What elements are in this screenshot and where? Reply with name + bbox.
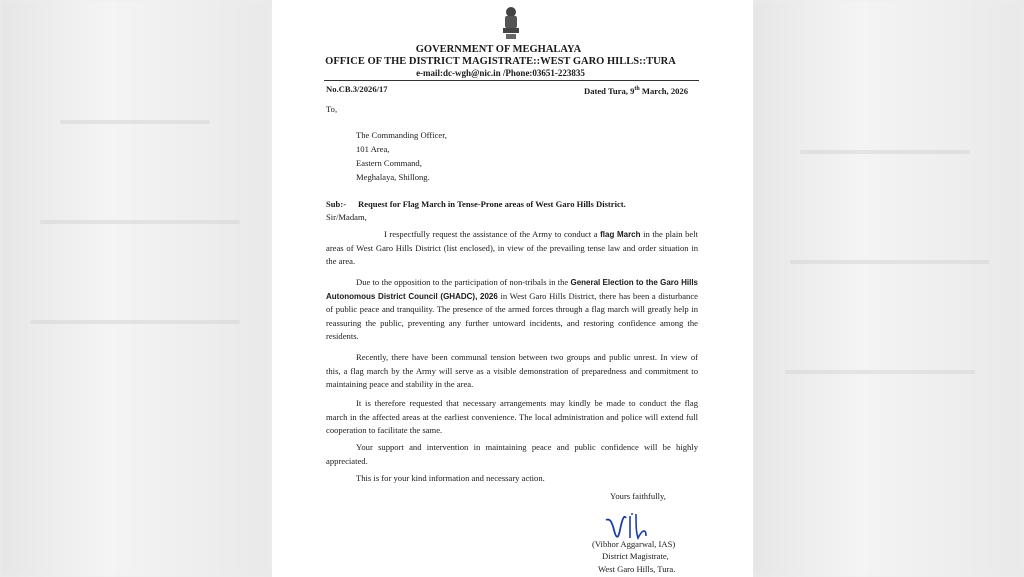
- header-office: OFFICE OF THE DISTRICT MAGISTRATE::WEST GARO HILLS::TURA: [325, 56, 676, 67]
- addressee-line: Eastern Command,: [356, 158, 422, 168]
- backdrop-line: [40, 220, 240, 224]
- subject-label: Sub:-: [326, 199, 347, 209]
- header-government: GOVERNMENT OF MEGHALAYA: [415, 44, 582, 55]
- body-paragraph-1: I respectfully request the assistance of the Army to conduct a flag March in the plain belt areas of West Garo Hills District (list enclosed), in view of the prevailing tense law and order situation in the area.: [326, 229, 698, 267]
- header-contact: e-mail:dc-wgh@nic.in /Phone:03651-223835: [416, 68, 585, 78]
- signatory-name: (Vibhor Aggarwal, IAS): [592, 539, 676, 549]
- salutation: Sir/Madam,: [326, 212, 367, 222]
- header-divider: [324, 80, 699, 81]
- body-paragraph-6: This is for your kind information and necessary action.: [356, 473, 545, 483]
- addressee-line: The Commanding Officer,: [356, 130, 447, 140]
- subject-text: Request for Flag March in Tense-Prone areas of West Garo Hills District.: [358, 199, 626, 209]
- closing-yours-faithfully: Yours faithfully,: [610, 491, 666, 501]
- addressee-line: Meghalaya, Shillong.: [356, 172, 430, 182]
- body-paragraph-2: Due to the opposition to the participation of non-tribals in the General Election to the Garo Hills Autonomous District Council (GHADC), 2026 in West Garo Hills District, there has been a disturbance of public peace and tranquility. The presence of the armed forces through a flag march will greatly help in reassuring the public, preventing any further untoward incidents, and restoring confidence among the residents.: [326, 277, 698, 342]
- backdrop-left: [0, 0, 272, 577]
- backdrop-line: [785, 370, 975, 374]
- letter-date: Dated Tura, 9th March, 2026: [584, 85, 689, 96]
- to-label: To,: [326, 104, 338, 114]
- backdrop-line: [800, 150, 970, 154]
- body-paragraph-4: It is therefore requested that necessary arrangements may kindly be made to conduct the flag march in the affected areas at the earliest convenience. The local administration and police will extend full cooperation to facilitate the same.: [326, 398, 698, 436]
- signatory-designation: District Magistrate,: [602, 551, 669, 561]
- backdrop-line: [790, 260, 990, 264]
- letter-page: [272, 0, 753, 577]
- backdrop-right: [752, 0, 1024, 577]
- signatory-place: West Garo Hills, Tura.: [598, 564, 676, 574]
- reference-number: No.CB.3/2026/17: [326, 84, 388, 94]
- state-emblem-icon: [500, 6, 522, 42]
- body-paragraph-3: Recently, there have been communal tension between two groups and public unrest. In view of this, a flag march by the Army will serve as a visible demonstration of preparedness and commitment to maintaining peace and stability in the area.: [326, 352, 698, 390]
- backdrop-line: [30, 320, 240, 324]
- backdrop-line: [60, 120, 210, 124]
- addressee-line: 101 Area,: [356, 144, 390, 154]
- body-paragraph-5: Your support and intervention in maintaining peace and public confidence will be highly appreciated.: [326, 442, 698, 466]
